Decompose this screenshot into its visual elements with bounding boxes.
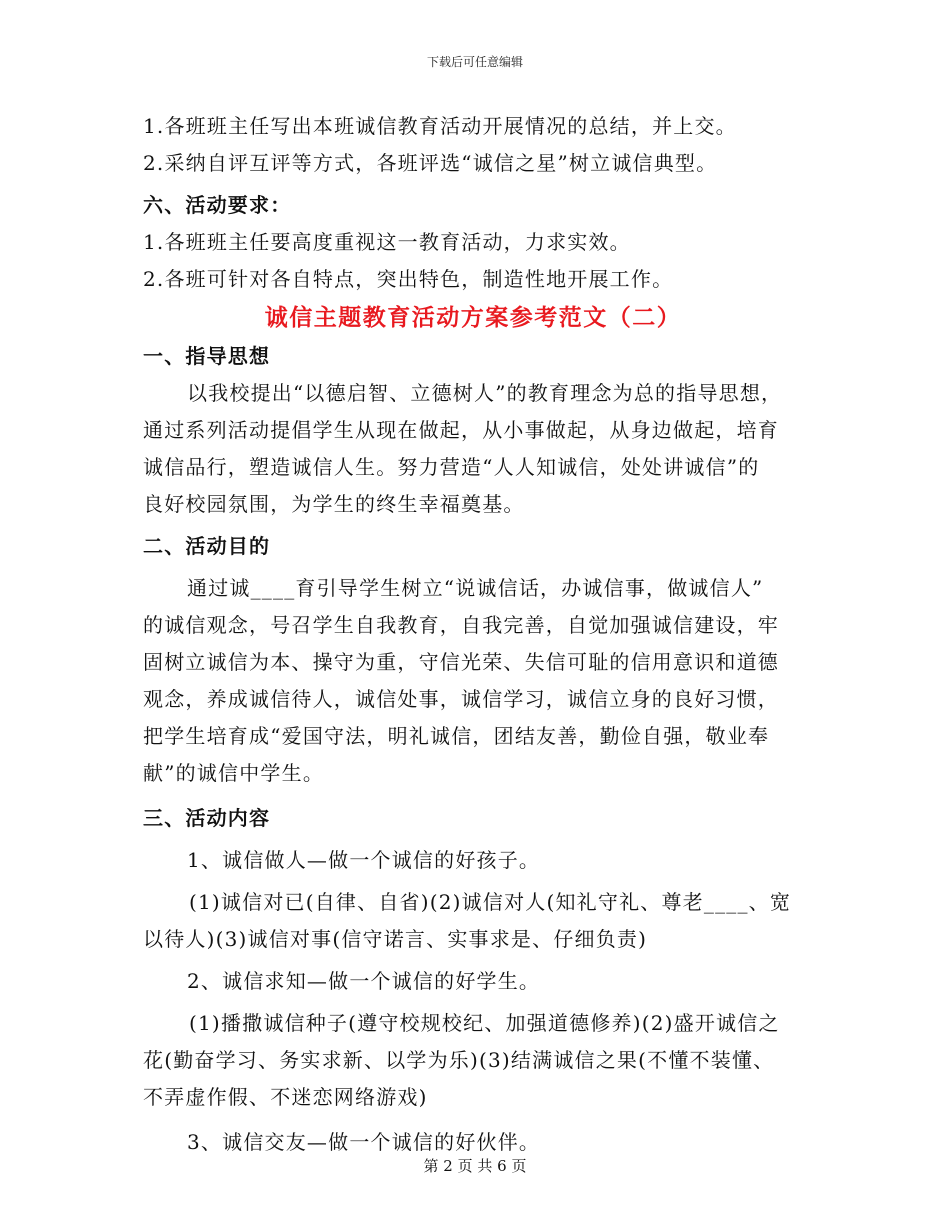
- paragraph-line: (1)诚信对已(自律、自省)(2)诚信对人(知礼守礼、尊老____、宽: [189, 890, 792, 914]
- list-item: 2.采纳自评互评等方式，各班评选“诚信之星”树立诚信典型。: [143, 151, 718, 175]
- paragraph-line: (1)播撒诚信种子(遵守校规校纪、加强道德修养)(2)盛开诚信之: [189, 1011, 780, 1035]
- paragraph-line: 把学生培育成“爱国守法，明礼诚信，团结友善，勤俭自强，敬业奉: [143, 724, 770, 748]
- paragraph-line: 献”的诚信中学生。: [143, 761, 325, 785]
- subsection-title: 2、诚信求知—做一个诚信的好学生。: [187, 969, 541, 993]
- subsection-title: 3、诚信交友—做一个诚信的好伙伴。: [187, 1130, 541, 1154]
- paragraph-line: 良好校园氛围，为学生的终生幸福奠基。: [143, 492, 525, 516]
- list-item: 1.各班班主任要高度重视这一教育活动，力求实效。: [143, 230, 631, 254]
- section-heading: 一、指导思想: [143, 344, 271, 368]
- paragraph-line: 诚信品行，塑造诚信人生。努力营造“人人知诚信，处处讲诚信”的: [143, 455, 760, 479]
- list-item: 2.各班可针对各自特点，突出特色，制造性地开展工作。: [143, 267, 674, 291]
- section-heading: 二、活动目的: [143, 534, 271, 558]
- subsection-title: 1、诚信做人—做一个诚信的好孩子。: [187, 848, 541, 872]
- paragraph-line: 通过系列活动提倡学生从现在做起，从小事做起，从身边做起，培育: [143, 418, 779, 442]
- section-heading: 三、活动内容: [143, 806, 271, 830]
- list-item: 1.各班班主任写出本班诚信教育活动开展情况的总结，并上交。: [143, 114, 737, 138]
- paragraph-line: 通过诚____育引导学生树立“说诚信话，办诚信事，做诚信人”: [187, 576, 764, 600]
- page-number: 第 2 页 共 6 页: [423, 1157, 527, 1175]
- paragraph-line: 以待人)(3)诚信对事(信守诺言、实事求是、仔细负责): [143, 927, 648, 951]
- header-note: 下载后可任意编辑: [426, 55, 523, 69]
- paragraph-line: 固树立诚信为本、操守为重，守信光荣、失信可耻的信用意识和道德: [143, 650, 779, 674]
- paragraph-line: 观念，养成诚信待人，诚信处事，诚信学习，诚信立身的良好习惯，: [143, 687, 779, 711]
- paragraph-line: 不弄虚作假、不迷恋网络游戏): [143, 1085, 428, 1109]
- document-title: 诚信主题教育活动方案参考范文（二）: [264, 304, 682, 331]
- paragraph-line: 以我校提出“以德启智、立德树人”的教育理念为总的指导思想，: [187, 381, 783, 405]
- paragraph-line: 花(勤奋学习、务实求新、以学为乐)(3)结满诚信之果(不懂不装懂、: [143, 1048, 775, 1072]
- paragraph-line: 的诚信观念，号召学生自我教育，自我完善，自觉加强诚信建设，牢: [143, 613, 779, 637]
- document-body: [143, 108, 813, 1161]
- section-heading: 六、活动要求：: [143, 193, 292, 217]
